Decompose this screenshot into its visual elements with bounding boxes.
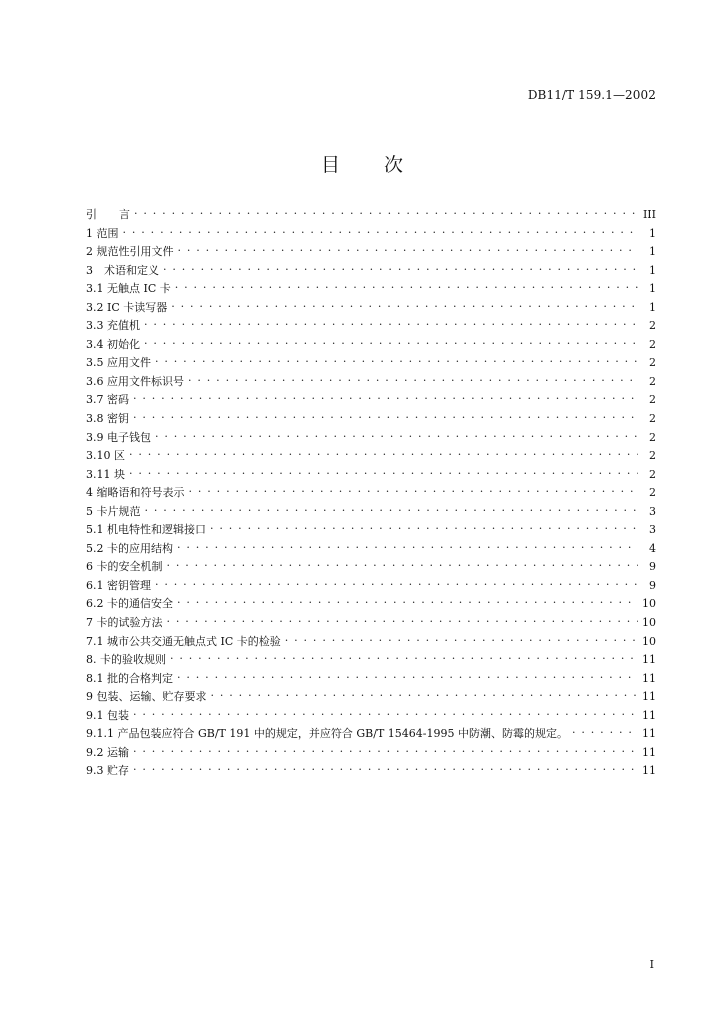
- toc-leader-dots: [167, 614, 639, 626]
- toc-leader-dots: [155, 429, 638, 441]
- toc-leader-dots: [133, 744, 638, 756]
- toc-entry[interactable]: [86, 243, 656, 262]
- toc-entry-page: 11: [642, 764, 656, 778]
- toc-entry[interactable]: [86, 225, 656, 244]
- toc-entry[interactable]: [86, 299, 656, 318]
- toc-entry-page: 2: [649, 486, 656, 500]
- toc-entry[interactable]: [86, 670, 656, 689]
- toc-entry-page: 9: [649, 578, 656, 592]
- toc-entry-label: 3.9 电子钱包: [86, 430, 151, 444]
- toc-entry[interactable]: [86, 280, 656, 299]
- toc-entry-page: 1: [649, 245, 656, 259]
- toc-entry-label: 3.4 初始化: [86, 337, 140, 351]
- toc-leader-dots: [155, 577, 638, 589]
- toc-entry-label: 3.11 块: [86, 467, 125, 481]
- toc-entry-label: 1 范围: [86, 226, 119, 240]
- toc-leader-dots: [144, 317, 638, 329]
- toc-entry[interactable]: [86, 336, 656, 355]
- toc-leader-dots: [123, 225, 639, 237]
- toc-leader-dots: [145, 503, 639, 515]
- toc-entry-label: 6.1 密钥管理: [86, 578, 151, 592]
- toc-entry-page: 11: [642, 671, 656, 685]
- toc-leader-dots: [188, 373, 638, 385]
- toc-entry-page: 2: [649, 412, 656, 426]
- toc-leader-dots: [155, 354, 638, 366]
- toc-entry-label: 4 缩略语和符号表示: [86, 486, 185, 500]
- toc-entry-page: 10: [642, 597, 656, 611]
- toc-entry-label: 3.3 充值机: [86, 319, 140, 333]
- toc-entry[interactable]: [86, 429, 656, 448]
- toc-leader-dots: [572, 725, 638, 737]
- table-of-contents: [86, 206, 656, 781]
- toc-leader-dots: [175, 280, 638, 292]
- toc-entry-page: 1: [649, 300, 656, 314]
- page-number: I: [649, 958, 654, 971]
- toc-leader-dots: [144, 336, 638, 348]
- toc-entry-page: 4: [649, 541, 656, 555]
- toc-entry[interactable]: [86, 391, 656, 410]
- toc-entry[interactable]: [86, 633, 656, 652]
- toc-entry-page: 2: [649, 319, 656, 333]
- toc-title-right: 次: [384, 154, 404, 176]
- toc-entry-label: 7.1 城市公共交通无触点式 IC 卡的检验: [86, 634, 281, 648]
- toc-leader-dots: [129, 447, 638, 459]
- toc-entry[interactable]: [86, 577, 656, 596]
- toc-leader-dots: [163, 262, 638, 274]
- toc-entry-label: 5.1 机电特性和逻辑接口: [86, 523, 206, 537]
- toc-entry-label: 8.1 批的合格判定: [86, 671, 173, 685]
- toc-leader-dots: [133, 410, 638, 422]
- toc-entry-label: 3.7 密码: [86, 393, 129, 407]
- toc-entry-page: 2: [649, 467, 656, 481]
- toc-entry-page: 2: [649, 393, 656, 407]
- toc-entry-label: 6.2 卡的通信安全: [86, 597, 173, 611]
- toc-entry-label: 2 规范性引用文件: [86, 245, 174, 259]
- document-code: DB11/T 159.1—2002: [527, 88, 656, 102]
- toc-entry[interactable]: [86, 521, 656, 540]
- toc-entry[interactable]: [86, 466, 656, 485]
- toc-leader-dots: [133, 762, 638, 774]
- toc-entry-label: 9.1 包装: [86, 708, 129, 722]
- toc-entry[interactable]: [86, 317, 656, 336]
- toc-entry-label: 3.2 IC 卡读写器: [86, 300, 168, 314]
- toc-entry[interactable]: [86, 354, 656, 373]
- toc-entry-label: 6 卡的安全机制: [86, 560, 163, 574]
- toc-leader-dots: [285, 633, 638, 645]
- toc-leader-dots: [170, 651, 638, 663]
- toc-entry-page: 11: [642, 745, 656, 759]
- toc-entry-label: 5 卡片规范: [86, 504, 141, 518]
- toc-leader-dots: [133, 707, 638, 719]
- toc-entry[interactable]: [86, 595, 656, 614]
- toc-entry[interactable]: [86, 206, 656, 225]
- toc-title-left: 目: [320, 154, 340, 176]
- toc-entry-page: 10: [642, 634, 656, 648]
- toc-entry-label: 3 术语和定义: [86, 263, 159, 277]
- toc-leader-dots: [167, 558, 639, 570]
- toc-entry-page: 10: [642, 616, 656, 630]
- toc-leader-dots: [177, 595, 638, 607]
- toc-entry-page: 3: [649, 523, 656, 537]
- toc-entry-page: 1: [649, 263, 656, 277]
- toc-entry[interactable]: [86, 651, 656, 670]
- toc-entry-label: 3.8 密钥: [86, 412, 129, 426]
- toc-leader-dots: [210, 521, 638, 533]
- toc-entry[interactable]: [86, 540, 656, 559]
- toc-entry[interactable]: [86, 762, 656, 781]
- toc-entry-page: 9: [649, 560, 656, 574]
- toc-title: [0, 150, 724, 177]
- toc-entry-page: 3: [649, 504, 656, 518]
- toc-leader-dots: [177, 540, 638, 552]
- toc-entry-page: 2: [649, 374, 656, 388]
- toc-entry[interactable]: [86, 484, 656, 503]
- toc-entry-page: 11: [642, 653, 656, 667]
- toc-entry[interactable]: [86, 688, 656, 707]
- toc-leader-dots: [129, 466, 638, 478]
- toc-entry-page: 1: [649, 282, 656, 296]
- toc-entry-page: 2: [649, 449, 656, 463]
- toc-entry-label: 9.2 运输: [86, 745, 129, 759]
- toc-entry[interactable]: [86, 707, 656, 726]
- toc-entry-page: 2: [649, 430, 656, 444]
- toc-entry[interactable]: [86, 262, 656, 281]
- toc-entry-page: 11: [642, 690, 656, 704]
- toc-entry-label: 3.5 应用文件: [86, 356, 151, 370]
- toc-entry-page: 11: [642, 708, 656, 722]
- toc-entry-label: 9.3 贮存: [86, 764, 129, 778]
- toc-entry[interactable]: [86, 447, 656, 466]
- toc-entry-label: 8. 卡的验收规则: [86, 653, 166, 667]
- toc-entry[interactable]: [86, 373, 656, 392]
- toc-entry-label: 3.10 区: [86, 449, 125, 463]
- toc-entry-label: 3.6 应用文件标识号: [86, 374, 184, 388]
- toc-leader-dots: [133, 391, 638, 403]
- toc-leader-dots: [171, 299, 638, 311]
- toc-entry-page: 2: [649, 337, 656, 351]
- toc-entry-label: 3.1 无触点 IC 卡: [86, 282, 171, 296]
- toc-entry[interactable]: [86, 725, 656, 744]
- toc-entry-label: 7 卡的试验方法: [86, 616, 163, 630]
- toc-leader-dots: [189, 484, 639, 496]
- toc-entry-page: 2: [649, 356, 656, 370]
- toc-entry[interactable]: [86, 410, 656, 429]
- toc-leader-dots: [178, 243, 639, 255]
- toc-entry-page: III: [642, 208, 656, 221]
- toc-entry[interactable]: [86, 503, 656, 522]
- toc-entry[interactable]: [86, 558, 656, 577]
- toc-entry-label: 5.2 卡的应用结构: [86, 541, 173, 555]
- toc-entry-page: 1: [649, 226, 656, 240]
- toc-leader-dots: [134, 206, 638, 218]
- toc-entry-label: 引 言: [86, 208, 130, 221]
- toc-entry-label: 9 包装、运输、贮存要求: [86, 690, 207, 704]
- toc-entry-page: 11: [642, 727, 656, 741]
- toc-entry[interactable]: [86, 744, 656, 763]
- toc-entry[interactable]: [86, 614, 656, 633]
- toc-leader-dots: [177, 670, 638, 682]
- toc-leader-dots: [211, 688, 639, 700]
- toc-entry-label: 9.1.1 产品包装应符合 GB/T 191 中的规定，并应符合 GB/T 15464-1995 中防潮、防霉的规定。: [86, 727, 568, 741]
